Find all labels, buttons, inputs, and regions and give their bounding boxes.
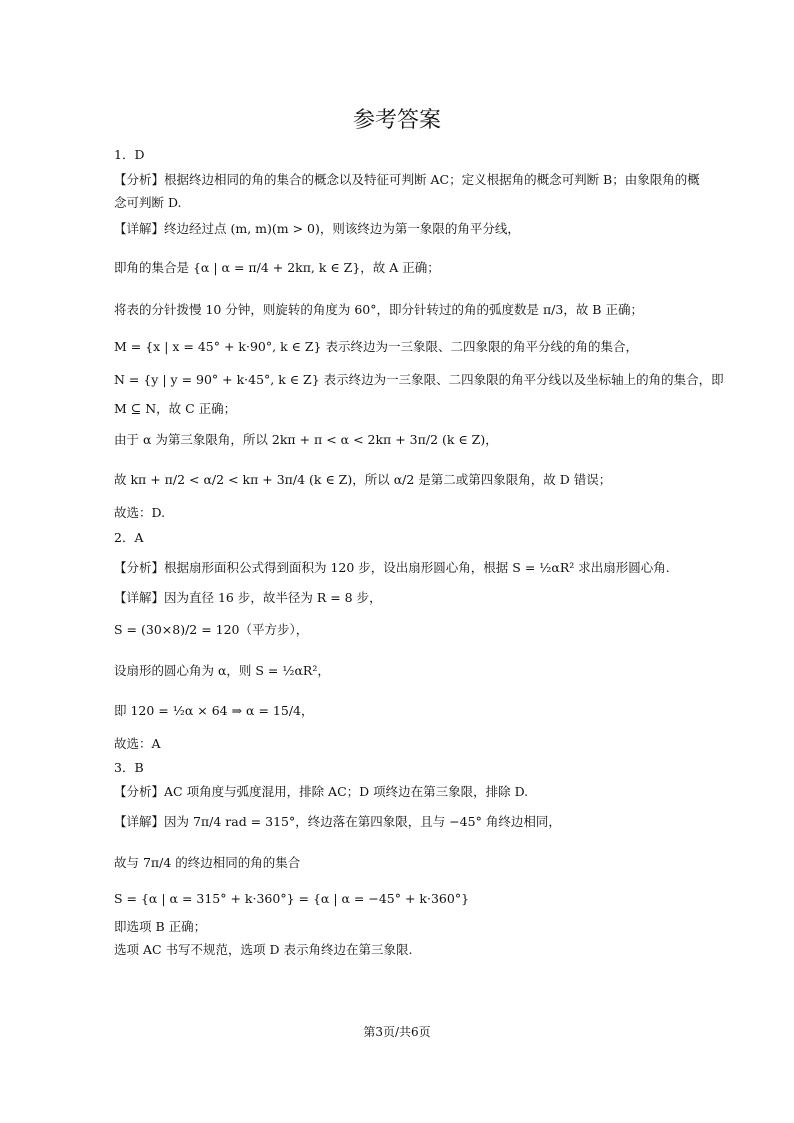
text-line: M ⊆ N，故 C 正确； <box>114 401 237 416</box>
text-line: 即 120 = ½α × 64 ⇒ α = 15/4， <box>114 703 314 718</box>
text-line: 2．A <box>114 530 144 545</box>
text-line: 由于 α 为第三象限角，所以 2kπ + π < α < 2kπ + 3π/2 (k ∈ Z)， <box>114 432 498 447</box>
text-line: 故选：D. <box>114 505 166 520</box>
text-line: 故与 7π/4 的终边相同的角的集合 <box>114 855 301 870</box>
text-line: 选项 AC 书写不规范，选项 D 表示角终边在第三象限. <box>114 942 413 957</box>
text-line: 【分析】根据终边相同的角的集合的概念以及特征可判断 AC；定义根据角的概念可判断 B；由象限角的概 <box>114 172 700 187</box>
page-footer: 第3页/共6页 <box>363 1025 431 1039</box>
text-line: 1．D <box>114 147 145 162</box>
text-line: 【分析】根据扇形面积公式得到面积为 120 步，设出扇形圆心角，根据 S = ½αR² 求出扇形圆心角. <box>114 560 670 575</box>
text-line: 【详解】因为直径 16 步，故半径为 R = 8 步， <box>114 590 382 605</box>
text-line: 3．B <box>114 760 144 775</box>
page-title: 参考答案 <box>352 108 441 133</box>
text-line: 故选：A <box>114 736 161 751</box>
text-line: S = (30×8)/2 = 120（平方步）， <box>114 622 309 637</box>
text-line: 将表的分针拨慢 10 分钟，则旋转的角度为 60°，即分针转过的角的弧度数是 π/3，故 B 正确； <box>114 302 643 317</box>
text-line: 【分析】AC 项角度与弧度混用，排除 AC；D 项终边在第三象限，排除 D. <box>114 784 529 799</box>
text-line: 即选项 B 正确； <box>114 919 207 934</box>
text-line: N = {y | y = 90° + k·45°, k ∈ Z} 表示终边为一三象限、二四象限的角平分线以及坐标轴上的角的集合，即 <box>114 372 724 387</box>
text-line: M = {x | x = 45° + k·90°, k ∈ Z} 表示终边为一三象限、二四象限的角平分线的角的集合， <box>114 339 638 354</box>
text-line: 设扇形的圆心角为 α，则 S = ½αR²， <box>114 663 330 678</box>
text-line: 故 kπ + π/2 < α/2 < kπ + 3π/4 (k ∈ Z)，所以 α/2 是第二或第四象限角，故 D 错误； <box>114 472 612 487</box>
text-line: S = {α | α = 315° + k·360°} = {α | α = −45° + k·360°} <box>114 891 470 906</box>
text-line: 【详解】终边经过点 (m, m)(m > 0)，则该终边为第一象限的角平分线， <box>114 221 520 236</box>
text-line: 即角的集合是 {α | α = π/4 + 2kπ, k ∈ Z}，故 A 正确； <box>114 260 440 275</box>
text-line: 念可判断 D. <box>114 195 182 210</box>
text-line: 【详解】因为 7π/4 rad = 315°，终边落在第四象限，且与 −45° 角终边相同， <box>114 814 561 829</box>
